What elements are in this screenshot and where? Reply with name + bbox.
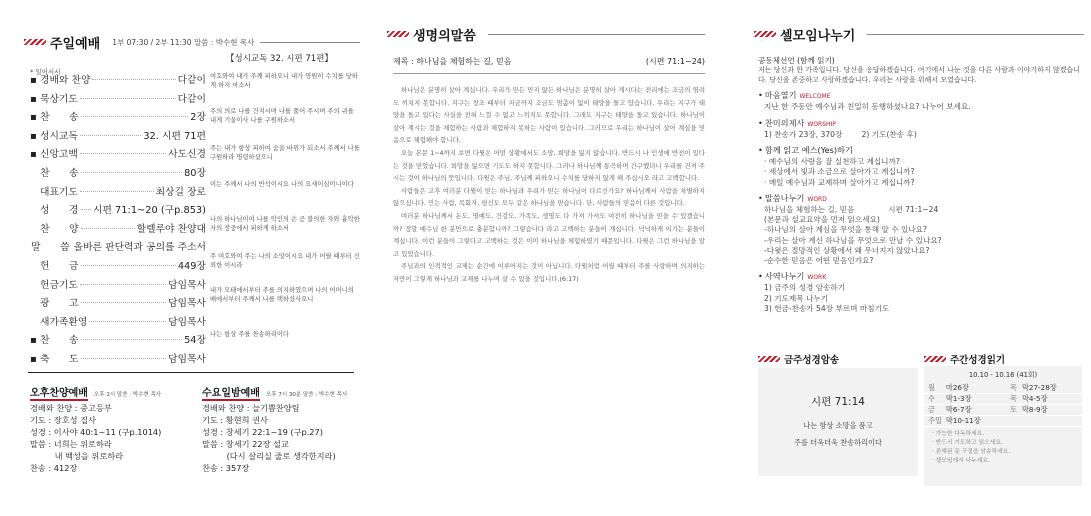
bullet-icon: ▪ [30, 335, 37, 347]
order-item-label: 새가족환영 [40, 316, 88, 328]
reading-chapters [1018, 416, 1082, 427]
order-item [30, 109, 206, 128]
stripe-decoration [387, 31, 409, 37]
leader-dots [80, 284, 166, 285]
reading-day: 월 [924, 383, 942, 394]
responsive-verse: 내가 모태에서부터 주를 의지하였으며 나의 어머니의 배에서부터 주께서 나를 택하셨사오니 [210, 287, 354, 304]
sermon-header [387, 26, 705, 42]
order-item-label: 찬 송 [40, 335, 79, 347]
reading-chapters: 막8-9장 [1018, 405, 1082, 416]
section-line: 하나님을 체험하는 길, 믿음 시편 71:1~24 [764, 205, 939, 215]
service-detail-row [202, 402, 362, 414]
leader-dots [81, 358, 167, 359]
order-item [30, 165, 206, 184]
section-heading-en: WELCOME [799, 93, 831, 101]
section-line: -다윗은 절망적인 상황에서 왜 무너지지 않았나요? [764, 245, 930, 255]
order-item-value: 올바른 판단력과 공의를 주소서 [73, 242, 206, 254]
reading-table [924, 383, 1082, 427]
order-item [30, 351, 206, 370]
detail-key: 경배와 찬양 : [202, 403, 253, 413]
memory-verse-title: 금주성경암송 [784, 355, 840, 366]
reading-range: 10.10 - 10.16 (41회) [968, 371, 1038, 379]
afternoon-service-details [30, 402, 180, 474]
reading-note: · 셀모임에서 나누세요. [932, 458, 990, 464]
service-detail-row [30, 426, 180, 438]
memory-verse-line1: 나는 항상 소망을 품고 [803, 421, 873, 430]
section-line: -순수한 믿음은 어떤 믿음인가요? [764, 256, 874, 266]
reading-chapters: 막1-3장 [942, 394, 1006, 405]
responsive-verse: 나의 하나님이여 나를 악인의 손 곧 불의한 자와 흉악한 자의 장중에서 피하게 하소서 [210, 216, 360, 233]
reading-chapters: 막6-7장 [942, 405, 1006, 416]
reading-note: · 반드시 기도하고 읽으세요. [932, 440, 1003, 446]
order-item-value: 다같이 [177, 93, 206, 105]
order-item [30, 295, 206, 314]
leader-dots [81, 302, 167, 303]
bullet-icon: ▪ [30, 130, 37, 142]
order-item-label: 성 경 [40, 205, 79, 217]
leader-dots [80, 135, 141, 136]
memory-verse-header [758, 352, 918, 366]
memory-verse-box [758, 368, 918, 476]
discussion-sections [758, 90, 1080, 314]
section-heading-text: 마음열기 [764, 90, 797, 101]
afternoon-service-header [30, 384, 180, 401]
wednesday-service-details [202, 402, 362, 474]
detail-key: 기도 : [30, 415, 54, 425]
stripe-decoration [24, 39, 46, 45]
order-item [30, 184, 206, 203]
sermon-paragraph: 하나님은 분명히 살아 계십니다. 우리가 믿든 믿지 않든 하나님은 분명히 살아 계시다는 전리에는 조금의 염려도 끼치지 못합니다. 지구는 창조 때부터 지금까지 조금도 멈춤이 없이 태양을 돌고 있습니다. 우리는 지구가 태양을 돌고 있다는 사실을 전혀 느낄 수 없고 느끼지도 못합니다. 그래도 지구는 태양을 돌고 있습니다. 하나님이 살아 계시는 것을 체험하는 사람과 체험하지 못하는 사람이 있습니다. 그러므로 우리는 하나님이 살아 계심을 믿음으로 체험해야 합니다. [393, 86, 705, 145]
detail-key: 찬송 : [202, 463, 226, 473]
bullet-icon: ▪ [30, 93, 37, 105]
order-item-value: 시편 71:1~20 (구p.853) [93, 205, 206, 217]
order-item-label: 묵상기도 [40, 93, 78, 105]
bullet-icon: ▪ [30, 353, 37, 365]
responsive-verse: 이는 주께서 나의 반석이시요 나의 요새이심이니이다 [210, 181, 354, 188]
order-item-label: 헌 금 [40, 260, 79, 272]
reading-day: 주일 [924, 416, 942, 427]
responsive-verse: 주는 내가 항상 피하여 숨을 바위가 되소서 주께서 나를 구원하라 명령하셨으니 [210, 145, 360, 162]
stripe-decoration [754, 31, 776, 37]
service-detail-row [202, 438, 362, 450]
order-item [30, 239, 206, 258]
detail-key: 성경 : [202, 427, 226, 437]
service-detail-row [30, 402, 180, 414]
detail-key: 찬송 : [30, 463, 54, 473]
schedule-text: 1부 07:30 / 2부 11:30 말씀 : 박수현 목사 [112, 37, 255, 47]
leader-dots [81, 172, 183, 173]
section-heading-text: 찬미의제사 [764, 117, 805, 128]
order-item-value: 2장 [190, 112, 206, 124]
responsive-verse: 주의 의로 나를 건지시며 나를 풀어 주시며 주의 귀를 내게 기울이사 나를 구원하소서 [210, 108, 354, 125]
order-item-label: 축 도 [40, 353, 79, 365]
order-item [30, 332, 206, 351]
section-heading-en: WORK [807, 274, 827, 282]
service-detail-row [30, 438, 180, 450]
weekly-reading-header [924, 352, 1082, 366]
cell-group-guide [758, 56, 1080, 314]
detail-key: 말씀 : [202, 439, 226, 449]
section-heading [758, 193, 1080, 205]
order-item-value: 449장 [177, 260, 206, 272]
reading-day: 수 [924, 394, 942, 405]
section-heading [758, 145, 1080, 157]
responsive-verse: 주 여호와여 주는 나의 소망이시요 내가 어릴 때부터 신뢰한 이시라 [210, 253, 360, 270]
order-item [30, 146, 206, 165]
leader-dots [81, 209, 91, 210]
wednesday-title: 수요일밤예배 [202, 384, 260, 401]
order-item-value: 담임목사 [168, 279, 206, 291]
detail-value: 중고등부 [80, 403, 112, 413]
detail-key: 말씀 : [30, 439, 54, 449]
order-item-label: 광 고 [40, 298, 79, 310]
sermon-title-bar [393, 56, 705, 74]
order-item-label: 신앙고백 [40, 149, 78, 161]
sermon-paragraph: 사람들은 고후 여러분 다윗이 믿는 하나님과 우리가 믿는 하나님이 다르신가요? 하나님께서 사람을 차별하지 않으십니다. 민는 사람, 목회자, 평신도 모두 같은 하나님을 믿습니다. 단, 사람들의 믿음이 다른 것입니다. [393, 186, 705, 208]
reading-note: · 가능한 다독하세요. [932, 431, 985, 437]
sermon-paragraph: 주님과의 인격적인 교제는 순간에 이루어지는 것이 아닙니다. 다윗처럼 어릴 때부터 주를 사랑하며 의지하는 자만이 그렇게 하나님과 교제를 나누며 살 수 있을 것입니다.(6:17) [393, 262, 705, 283]
detail-key [202, 450, 227, 462]
reading-day: 목 [1006, 383, 1018, 394]
responsive-verse: 여호와여 내가 주께 피하오니 내가 영원히 수치를 당하게 하지 마소서 [210, 73, 358, 90]
reading-row [924, 416, 1082, 427]
section-line: 2) 기도제목 나누기 [764, 293, 828, 303]
leader-dots [89, 321, 166, 322]
section-line: (본문과 설교요약을 먼저 읽으세요) [764, 215, 880, 225]
section-heading [758, 118, 1080, 130]
order-item-value: 담임목사 [168, 316, 206, 328]
memory-verse-ref: 시편 71:14 [811, 396, 865, 408]
detail-key: 경배와 찬양 : [30, 403, 81, 413]
section-heading-text: 말씀나누기 [764, 192, 805, 203]
sermon-body [393, 84, 705, 286]
order-list [30, 72, 206, 370]
order-item-label: 대표기도 [40, 186, 78, 198]
reading-row [924, 405, 1082, 416]
memory-verse-line2: 주를 더욱더욱 찬송하리이다 [794, 438, 882, 447]
section-heading-en: WORD [807, 195, 827, 203]
order-item-value: 최상길 장로 [155, 186, 206, 198]
reading-row [924, 383, 1082, 394]
section-heading-text: 사역나누기 [764, 271, 805, 282]
service-detail-row [202, 414, 362, 426]
order-item [30, 221, 206, 240]
sermon-reference: (시편 71:1~24) [645, 57, 705, 66]
order-item [30, 258, 206, 277]
leader-dots [92, 79, 175, 80]
section-line: -하나님의 살아 계심을 무엇을 통해 알 수 있나요? [764, 225, 928, 235]
detail-value: 늘기쁨찬양팀 [252, 403, 300, 413]
section-line: 지난 한 주동안 예수님과 친밀히 동행하셨나요? 나누어 보세요. [764, 102, 971, 112]
detail-value: 너희는 위로하라 [53, 439, 112, 449]
detail-key [30, 450, 55, 462]
bullet-icon: ▪ [30, 75, 37, 86]
wednesday-meta: 오후 7시 30분 말씀 : 박수현 목사 [265, 392, 348, 398]
detail-value: 이사야 40:1~11 (구p.1014) [53, 427, 162, 437]
order-item [30, 314, 206, 333]
order-item-value: 사도신경 [168, 149, 206, 161]
declaration-text: 저는 당신과 한 가족입니다. 당신을 응답하겠습니다. 여기에서 나눈 것을 다른 사람과 이야기하지 않겠습니다. 당신을 존중하고 사랑하겠습니다. 우리는 사랑을 위해서 모였습니다. [758, 66, 1080, 84]
detail-value: 장호성 집사 [53, 415, 96, 425]
sermon-paragraph: 여러분 하나님께서 돈도, 명예도, 건강도, 가족도, 생명도 다 가져 가셔도 여전히 하나님을 믿을 수 있겠습니까? 정말 예수님 한 분만으로 충분합니까? 그렇습니다 라고 고백하는 분들이 계십니다. 넉넉하게 이기는 분들이 계십니다. 이런 분들이 그렇다고 고백하는 것은 이미 하나님을 체험하였기 때문입니다. 다윗은 그런 하나님을 알고 있었습니다. [393, 211, 705, 258]
section-title: 주일예배 [50, 36, 101, 52]
reading-day: 목 [1006, 394, 1018, 405]
order-item-label: 찬 송 [40, 112, 79, 124]
weekly-reading-title: 주간성경읽기 [950, 355, 1006, 366]
service-detail-row [30, 450, 180, 462]
reading-chapters: 마26장 [942, 383, 1006, 394]
detail-key: 기도 : [202, 415, 226, 425]
reading-notes [924, 430, 1082, 466]
detail-key: 성경 : [30, 427, 54, 437]
order-item-value: 32. 시편 71편 [143, 130, 206, 142]
wednesday-service-header [202, 384, 362, 401]
order-item-value: 담임목사 [168, 353, 206, 365]
detail-value: 412장 [53, 463, 78, 473]
order-item-label: 찬 양 [40, 223, 79, 235]
order-item [30, 202, 206, 221]
section-line: · 세상에서 빛과 소금으로 살아가고 계십니까? [764, 167, 915, 177]
section-line: 1) 금주의 성경 암송하기 [764, 283, 846, 293]
leader-dots [80, 98, 176, 99]
section-line: 1) 찬송가 23장, 370장 2) 기도(찬송 후) [764, 129, 917, 139]
service-detail-row [30, 414, 180, 426]
reading-chapters: 막10-11장 [942, 416, 1006, 427]
order-item-label: 찬 송 [40, 167, 79, 179]
section-line: · 매일 예수님과 교제하며 살아가고 계십니까? [764, 177, 915, 187]
reading-chapters: 막4-5장 [1018, 394, 1082, 405]
section-heading [758, 271, 1080, 283]
responsive-verse: 나는 항상 주를 찬송하리이다 [210, 331, 289, 338]
leader-dots [81, 339, 183, 340]
order-item-value: 80장 [184, 167, 206, 179]
leader-dots [80, 191, 154, 192]
section-line: · 예수님의 사랑을 잘 실천하고 계십니까? [764, 157, 900, 167]
afternoon-title: 오후찬양예배 [30, 384, 88, 401]
weekly-reading-box [924, 366, 1082, 486]
order-item-value: 담임목사 [168, 298, 206, 310]
bullet-icon: ▪ [30, 149, 37, 161]
order-item [30, 72, 206, 91]
cell-group-header [754, 26, 1084, 42]
order-item-label: 경배와 찬양 [40, 75, 91, 86]
section-heading-text: 함께 읽고 예스(Yes)하기 [764, 145, 853, 156]
detail-value: 창세기 22:1~19 (구p.27) [225, 427, 323, 437]
section-title: 셀모임나누기 [780, 28, 856, 44]
leader-dots [80, 153, 166, 154]
sermon-panel [363, 0, 726, 516]
reading-row [924, 394, 1082, 405]
order-item [30, 277, 206, 296]
reading-day: 토 [1006, 405, 1018, 416]
section-line: -우리는 살아 계신 하나님을 무엇으로 만날 수 있나요? [764, 235, 942, 245]
sunday-worship-header [24, 34, 360, 50]
detail-value: 내 백성을 위로하라 [54, 451, 124, 461]
worship-order-panel [0, 0, 363, 516]
section-title: 생명의말씀 [413, 28, 476, 44]
detail-value: 창세기 22장 설교 [225, 439, 289, 449]
leader-dots [81, 228, 135, 229]
section-line: 3) 헌금-찬송가 54장 부르며 마침기도 [764, 303, 890, 313]
order-item-label: 헌금기도 [40, 279, 78, 291]
order-item-value: 54장 [184, 335, 206, 347]
detail-value: (다시 살리실 줄로 생각한지라) [226, 451, 336, 461]
reading-day [1006, 416, 1018, 427]
sermon-title: 제목 : 하나님을 체험하는 길, 믿음 [393, 57, 512, 66]
service-detail-row [30, 462, 180, 474]
responsive-reading-label: 【성시교독 32. 시편 71편】 [226, 54, 333, 64]
reading-day: 금 [924, 405, 942, 416]
reading-note: · 존해된 문 구절을 암송하세요. [932, 449, 1011, 455]
sermon-paragraph: 오늘 본문 1~4까지 보면 다윗은 어떤 상황에서도 소망, 희망을 잃지 않습니다. 반드시 나 인생에 반전이 있다는 것을 믿었습니다. 희망을 잃으면 기도도 하지 못합니다. 그러나 하나님께 통곡하며 간구했더니 우리를 건져 주시는 것이 하나님의 뜻입니다. 다윗은 주님, 주님께 피하오니 수치를 당하지 않게 해 주십시오 라고 고백합니다. [393, 148, 705, 183]
section-heading-en: WORSHIP [807, 120, 836, 128]
order-item-value: 다같이 [177, 75, 206, 86]
reading-chapters: 막27-28장 [1018, 383, 1082, 394]
section-heading [758, 90, 1080, 102]
detail-value: 357장 [225, 463, 250, 473]
detail-value: 황현희 권사 [225, 415, 268, 425]
order-item [30, 91, 206, 110]
service-detail-row [202, 462, 362, 474]
order-item-value: 할렐루야 찬양대 [136, 223, 206, 235]
standing-note: * 일어서서 [30, 68, 61, 76]
declaration-heading: 공동체선언 (함께 읽기) [758, 56, 835, 65]
service-detail-row [202, 450, 362, 462]
cell-group-panel [726, 0, 1091, 516]
leader-dots [81, 265, 176, 266]
bullet-icon: ▪ [30, 112, 37, 124]
afternoon-meta: 오후 2시 말씀 : 박수현 목사 [93, 392, 162, 398]
service-detail-row [202, 426, 362, 438]
order-item-label: 성시교독 [40, 130, 78, 142]
order-item [30, 128, 206, 147]
leader-dots [81, 116, 189, 117]
order-item-label: 말 씀 [31, 242, 70, 254]
